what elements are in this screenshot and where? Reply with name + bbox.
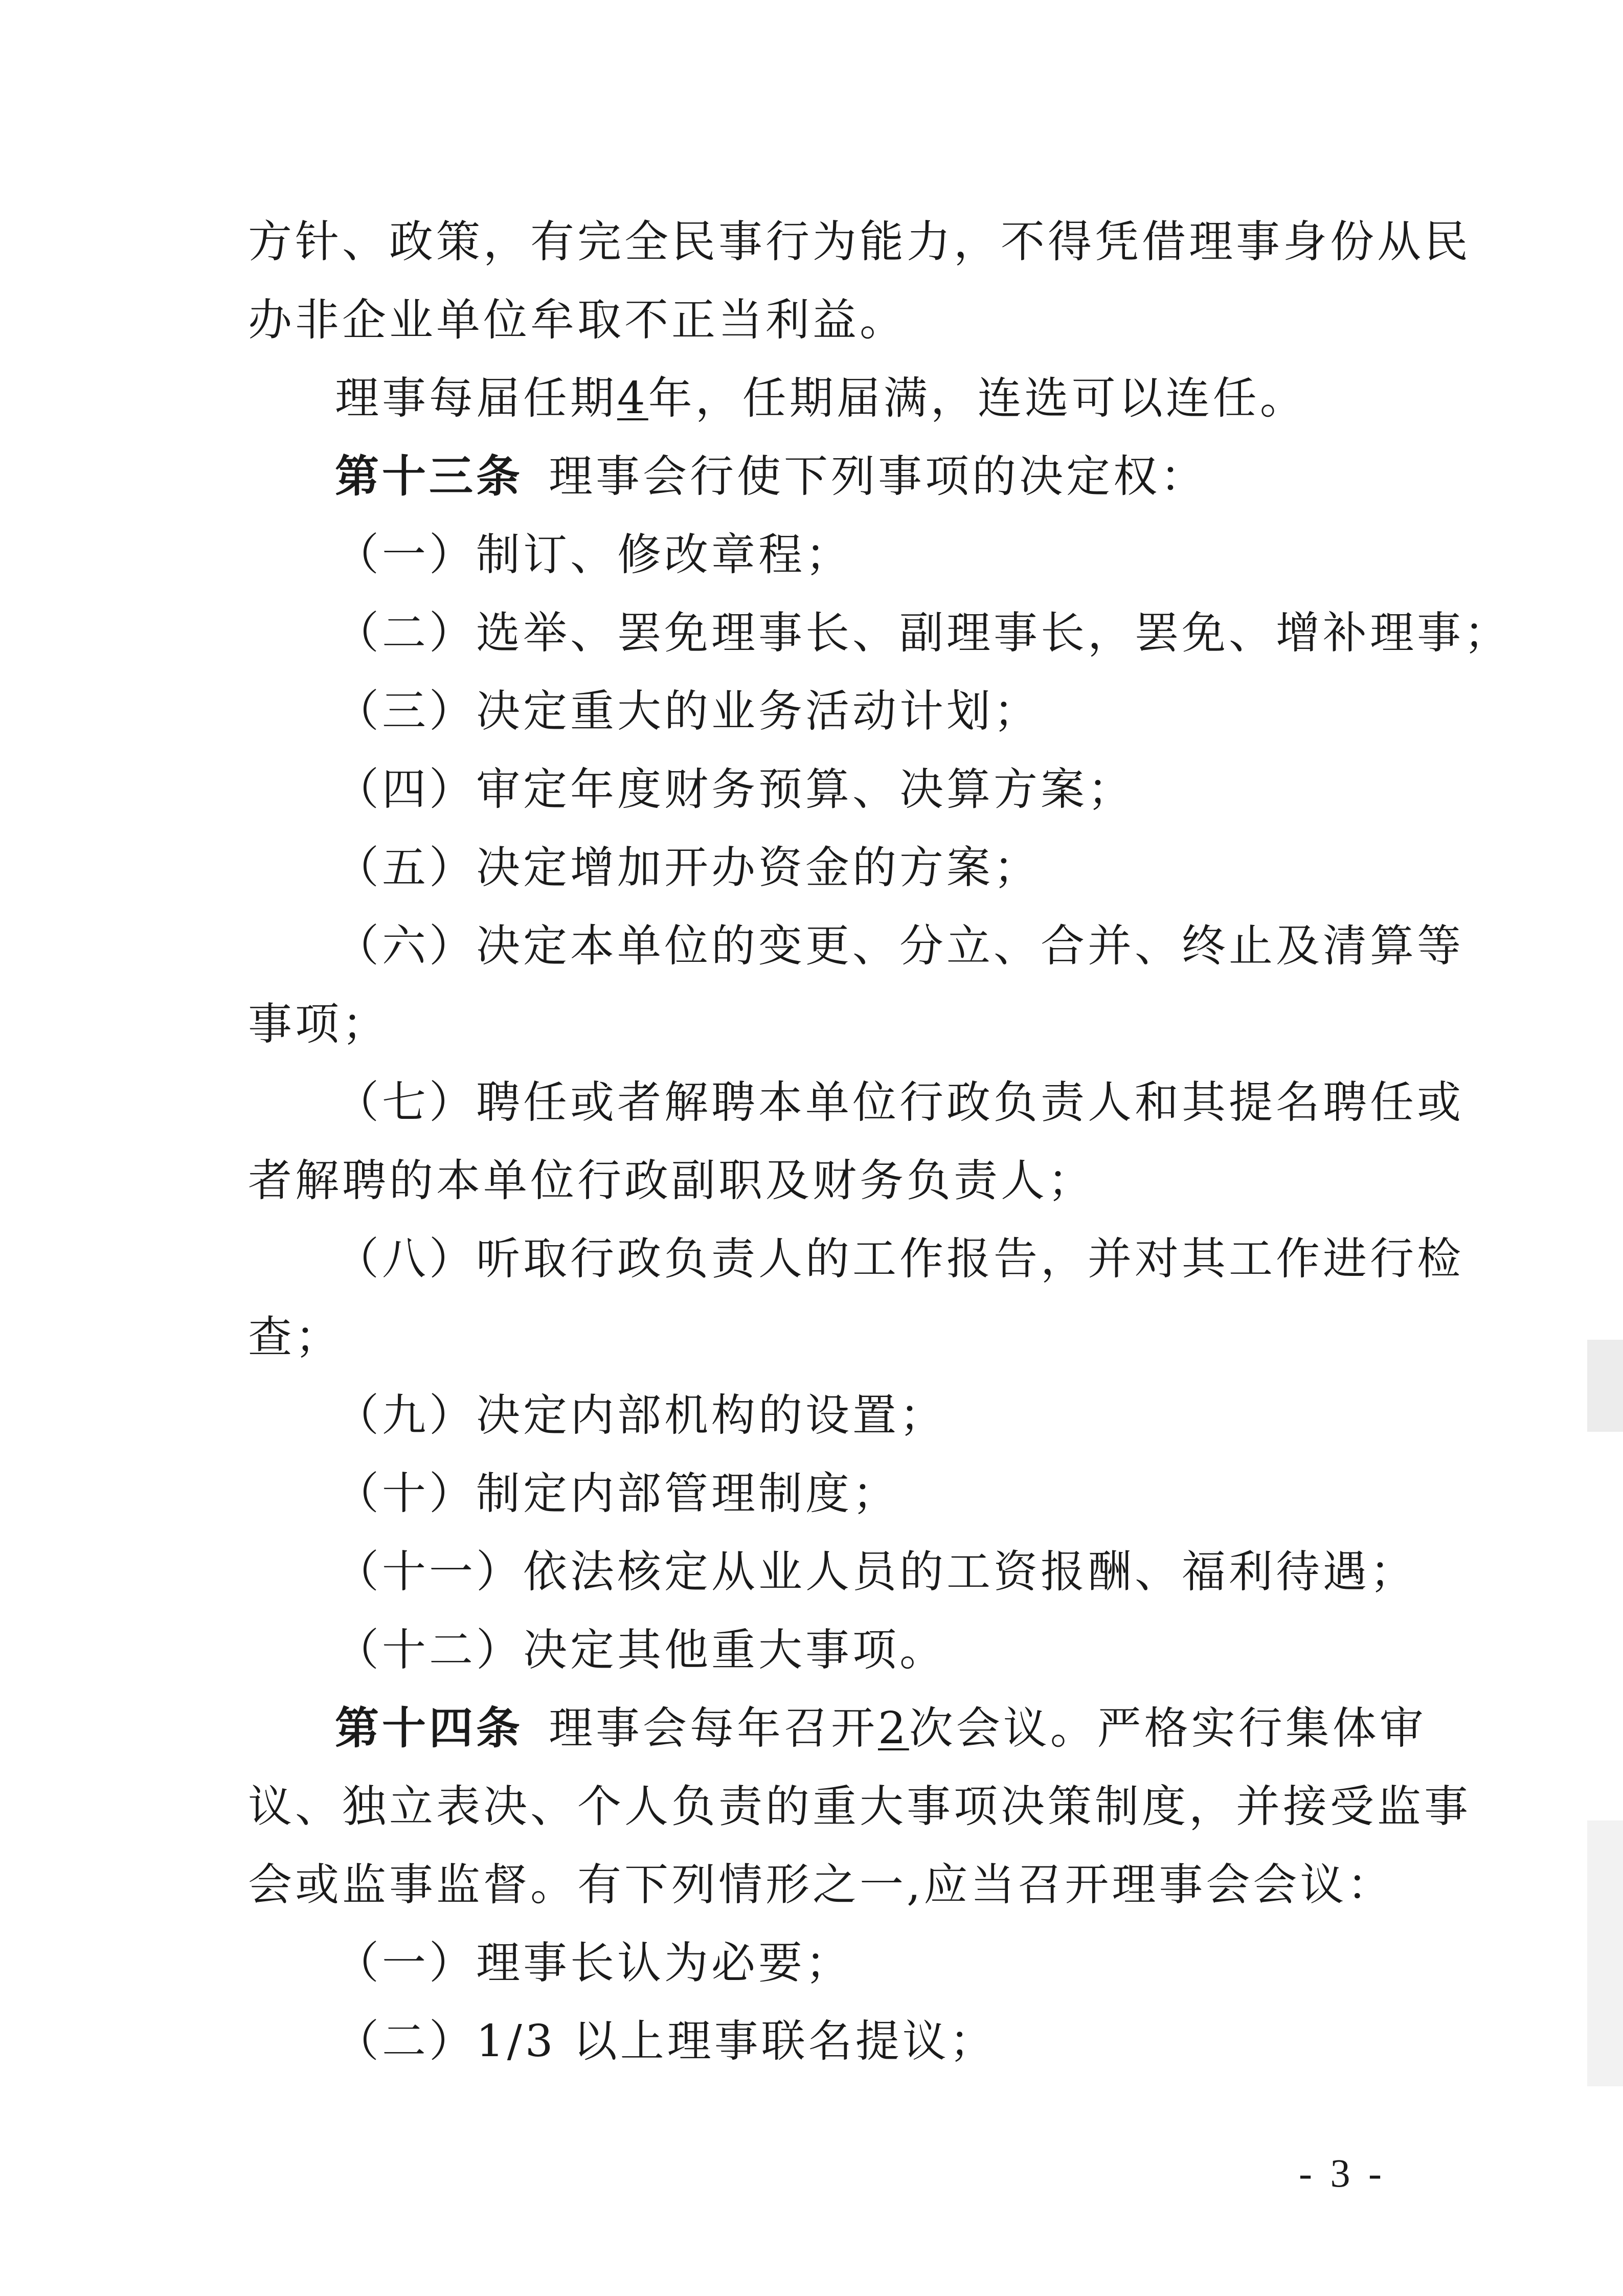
article-14-line <box>335 1702 1427 1754</box>
text-segment: 理事会每年召开 <box>549 1703 878 1754</box>
text-line: 办非企业单位牟取不正当利益。 <box>248 295 907 346</box>
text-segment: 年，任期届满，连选可以连任。 <box>648 373 1307 424</box>
article-14-title: 第十四条 <box>335 1702 523 1754</box>
list-item: （三）决定重大的业务活动计划； <box>335 686 1041 737</box>
list-item: （五）决定增加开办资金的方案； <box>335 842 1041 893</box>
list-item: （十二）决定其他重大事项。 <box>335 1625 946 1676</box>
list-item: （九）决定内部机构的设置； <box>335 1390 946 1441</box>
term-years-value: 4 <box>617 373 648 424</box>
text-segment: 次会议。严格实行集体审 <box>909 1703 1427 1754</box>
text-line <box>335 373 1307 424</box>
edge-seal-mark <box>1587 1820 1623 2086</box>
list-item: （十）制定内部管理制度； <box>335 1468 899 1519</box>
edge-seal-mark <box>1587 1340 1623 1432</box>
text-line: 会或监事监督。有下列情形之一,应当召开理事会会议： <box>248 1859 1394 1910</box>
page-number: - 3 - <box>1299 2151 1386 2195</box>
list-item: （八）听取行政负责人的工作报告，并对其工作进行检 <box>335 1233 1464 1285</box>
text-line: 议、独立表决、个人负责的重大事项决策制度，并接受监事 <box>248 1781 1471 1832</box>
list-item: （四）审定年度财务预算、决算方案； <box>335 764 1135 815</box>
article-13-title: 第十三条 <box>335 451 523 502</box>
list-item: （二）选举、罢免理事长、副理事长，罢免、增补理事； <box>335 607 1511 659</box>
list-item: （二）1/3 以上理事联名提议； <box>335 2016 997 2067</box>
text-line: 方针、政策，有完全民事行为能力，不得凭借理事身份从民 <box>248 216 1471 267</box>
text-segment: 理事每届任期 <box>335 373 617 424</box>
list-item-continuation: 者解聘的本单位行政副职及财务负责人； <box>248 1155 1095 1206</box>
list-item: （一）理事长认为必要； <box>335 1938 852 1989</box>
article-13-line <box>335 451 1207 502</box>
meetings-count-value: 2 <box>878 1703 909 1754</box>
list-item: （一）制订、修改章程； <box>335 529 852 580</box>
list-item: （六）决定本单位的变更、分立、合并、终止及清算等 <box>335 920 1464 972</box>
list-item: （七）聘任或者解聘本单位行政负责人和其提名聘任或 <box>335 1077 1464 1128</box>
article-13-text: 理事会行使下列事项的决定权： <box>549 451 1207 502</box>
list-item-continuation: 事项； <box>248 999 389 1050</box>
list-item-continuation: 查； <box>248 1312 342 1363</box>
list-item: （十一）依法核定从业人员的工资报酬、福利待遇； <box>335 1546 1417 1597</box>
